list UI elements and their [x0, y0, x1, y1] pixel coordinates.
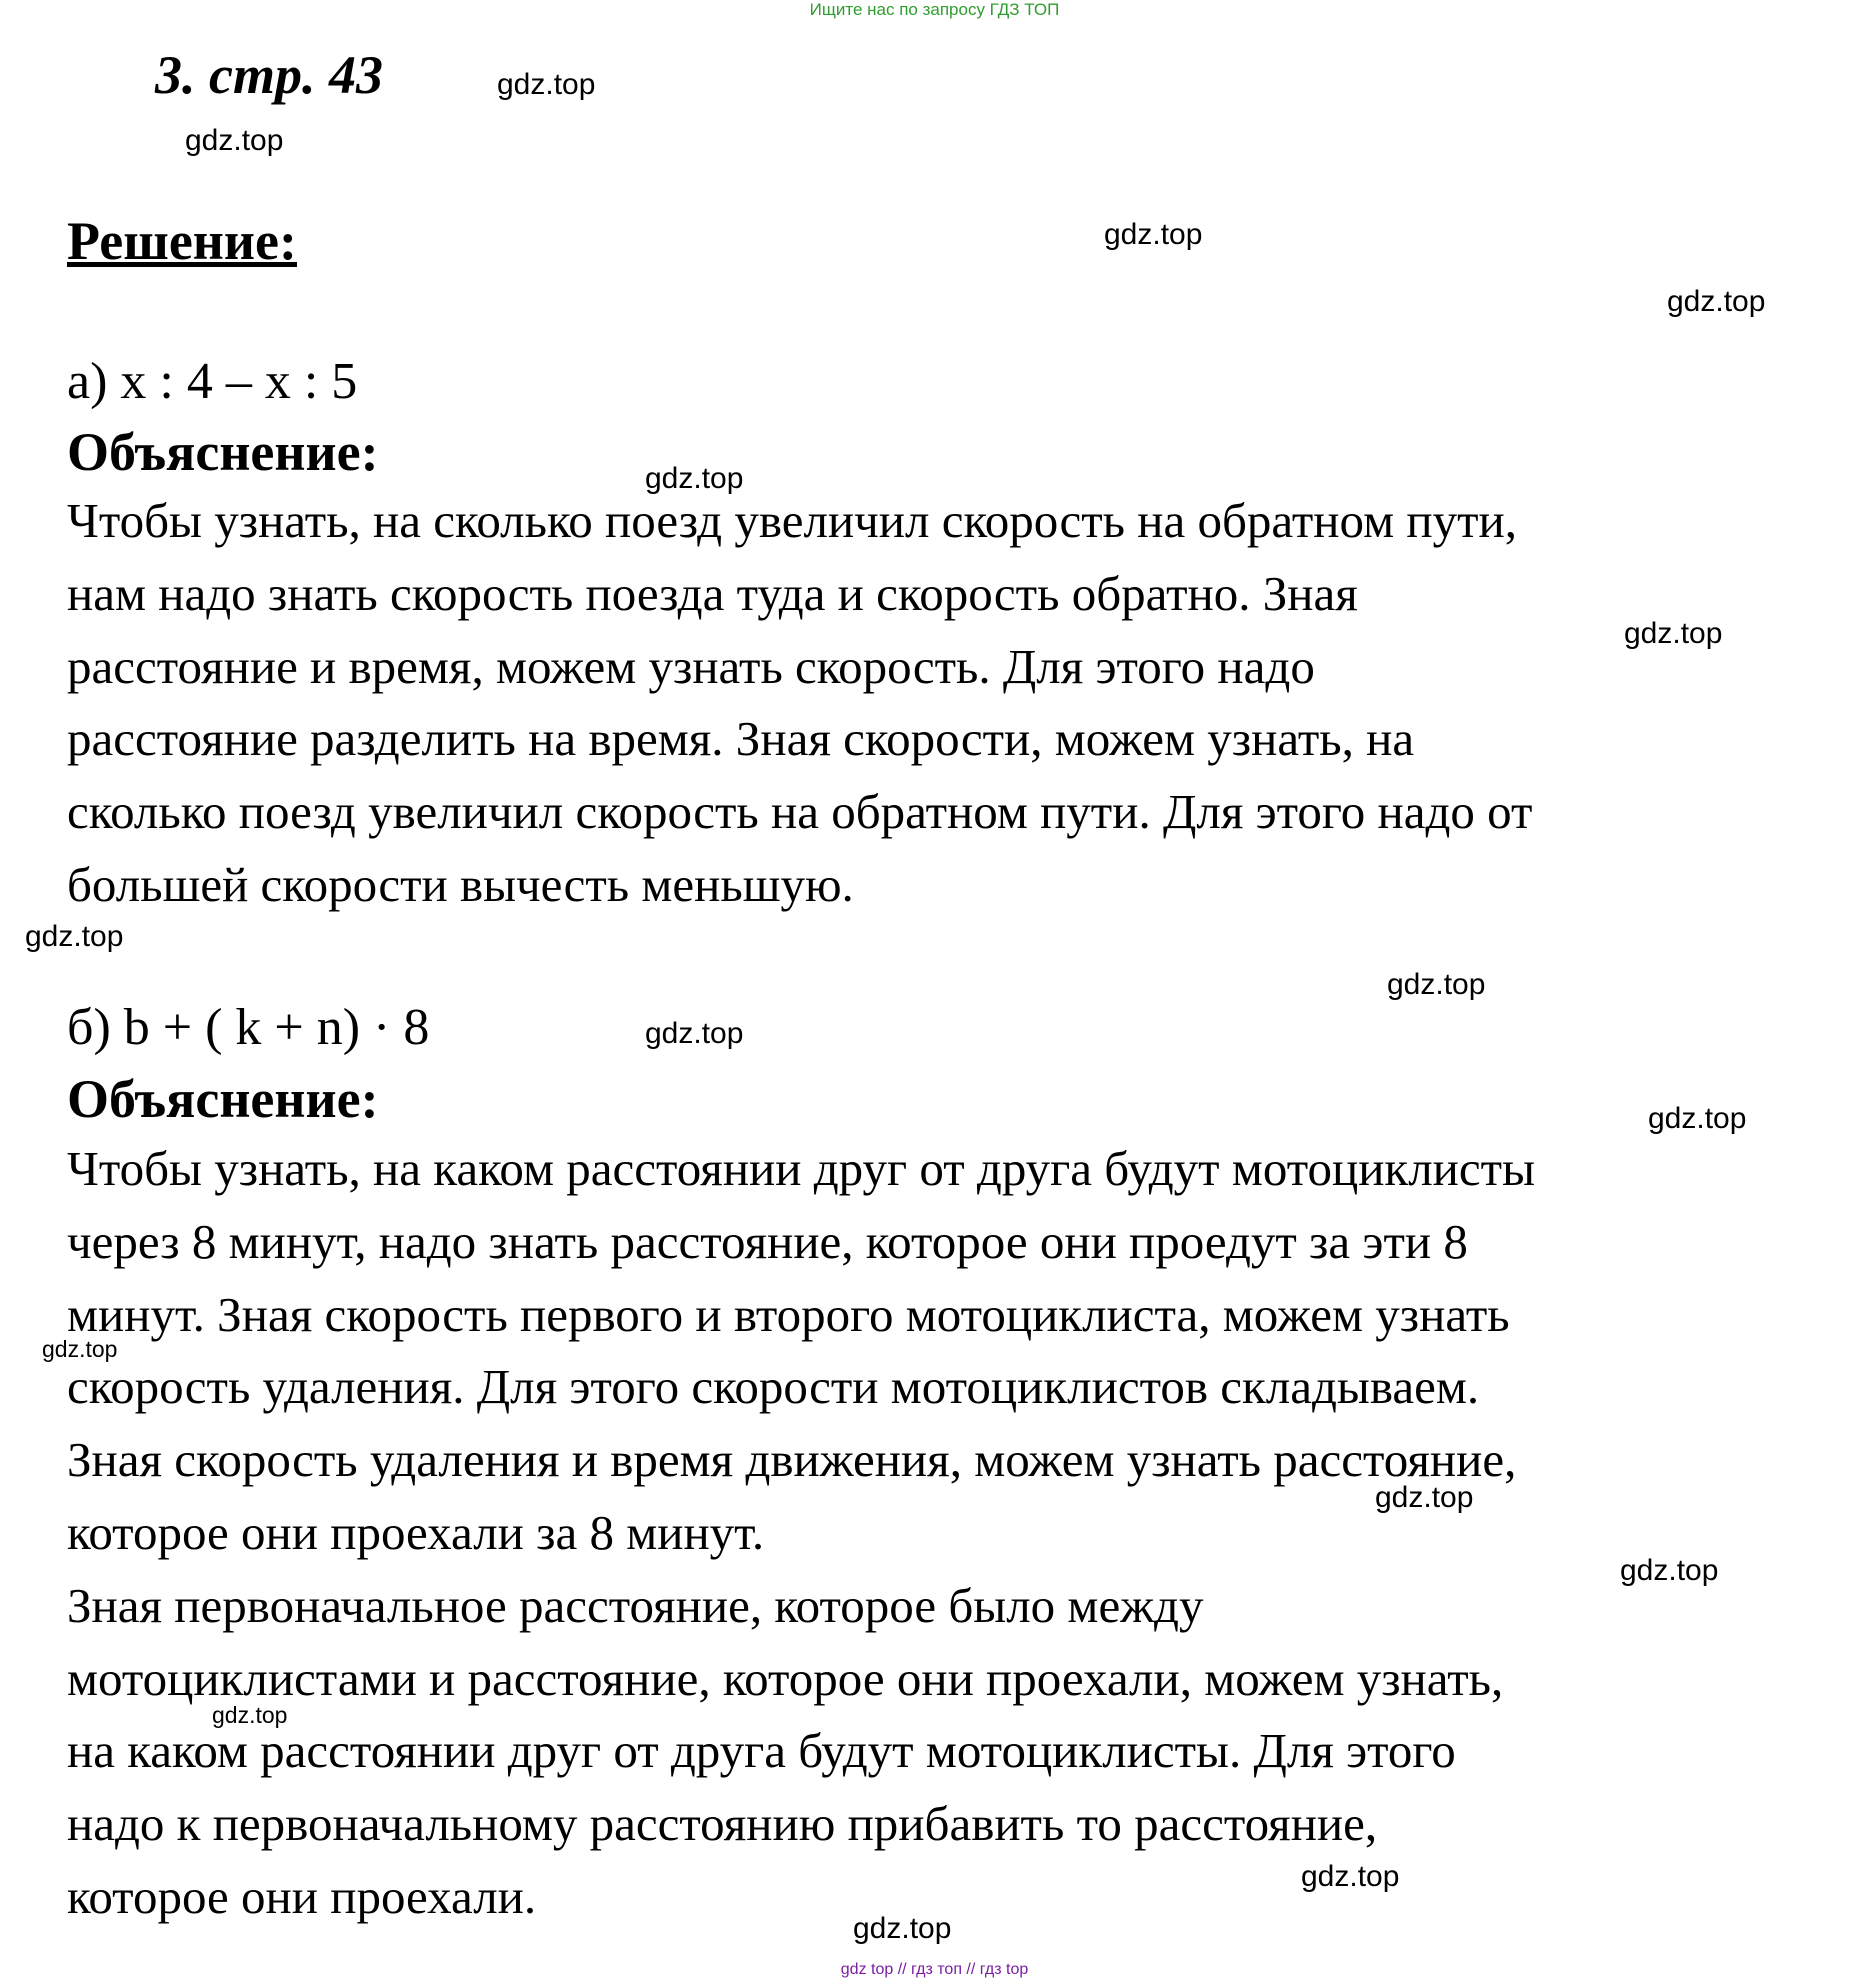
text-line: мотоциклистами и расстояние, которое они проехали, можем узнать, [67, 1650, 1504, 1706]
text-line: Зная скорость удаления и время движения, можем узнать расстояние, [67, 1432, 1517, 1488]
top-banner[interactable]: Ищите нас по запросу ГДЗ ТОП [809, 0, 1060, 19]
text-line: через 8 минут, надо знать расстояние, которое они проедут за эти 8 [67, 1213, 1468, 1269]
explanation-label-b: Объяснение: [67, 1069, 379, 1129]
text-line: Чтобы узнать, на сколько поезд увеличил скорость на обратном пути, [67, 493, 1517, 548]
watermark: gdz.top [853, 1912, 952, 1945]
watermark: gdz.top [25, 920, 124, 953]
watermark: gdz.top [645, 1017, 744, 1050]
explanation-b-text [67, 1133, 1535, 1934]
text-line: расстояние и время, можем узнать скорость. Для этого надо [67, 638, 1315, 694]
text-line: Чтобы узнать, на каком расстоянии друг от друга будут мотоциклисты [67, 1141, 1535, 1196]
text-line: расстояние разделить на время. Зная скорости, можем узнать, на [67, 711, 1415, 767]
watermark: gdz.top [1624, 617, 1723, 650]
watermark: gdz.top [645, 462, 744, 495]
watermark: gdz.top [185, 124, 284, 157]
watermark: gdz.top [1620, 1554, 1719, 1587]
text-line: большей скорости вычесть меньшую. [67, 856, 854, 912]
exercise-heading: 3. стр. 43 [155, 45, 383, 105]
text-line: на каком расстоянии друг от друга будут мотоциклисты. Для этого [67, 1723, 1456, 1779]
watermark: gdz.top [1375, 1481, 1474, 1514]
solution-label: Решение: [67, 211, 297, 271]
text-line: которое они проехали за 8 минут. [67, 1504, 765, 1560]
watermark: gdz.top [1667, 285, 1766, 318]
formula-b: б) b + ( k + n) · 8 [67, 999, 430, 1056]
watermark: gdz.top [1104, 218, 1203, 251]
text-line: сколько поезд увеличил скорость на обратном пути. Для этого надо от [67, 784, 1533, 840]
watermark: gdz.top [1648, 1102, 1747, 1135]
text-line: скорость удаления. Для этого скорости мотоциклистов складываем. [67, 1359, 1480, 1415]
explanation-a-text [67, 485, 1532, 922]
formula-a: а) x : 4 – x : 5 [67, 353, 358, 410]
watermark: gdz.top [1301, 1860, 1400, 1893]
text-line: нам надо знать скорость поезда туда и скорость обратно. Зная [67, 565, 1358, 621]
footer-links[interactable]: gdz top // гдз топ // гдз top [840, 1961, 1029, 1978]
explanation-label-a: Объяснение: [67, 422, 379, 482]
text-line: минут. Зная скорость первого и второго мотоциклиста, можем узнать [67, 1286, 1510, 1342]
watermark: gdz.top [497, 68, 596, 101]
text-line: которое они проехали. [67, 1868, 537, 1924]
watermark: gdz.top [212, 1702, 288, 1728]
watermark: gdz.top [42, 1336, 118, 1362]
text-line: надо к первоначальному расстоянию прибавить то расстояние, [67, 1796, 1378, 1852]
watermark: gdz.top [1387, 968, 1486, 1001]
text-line: Зная первоначальное расстояние, которое было между [67, 1577, 1204, 1633]
